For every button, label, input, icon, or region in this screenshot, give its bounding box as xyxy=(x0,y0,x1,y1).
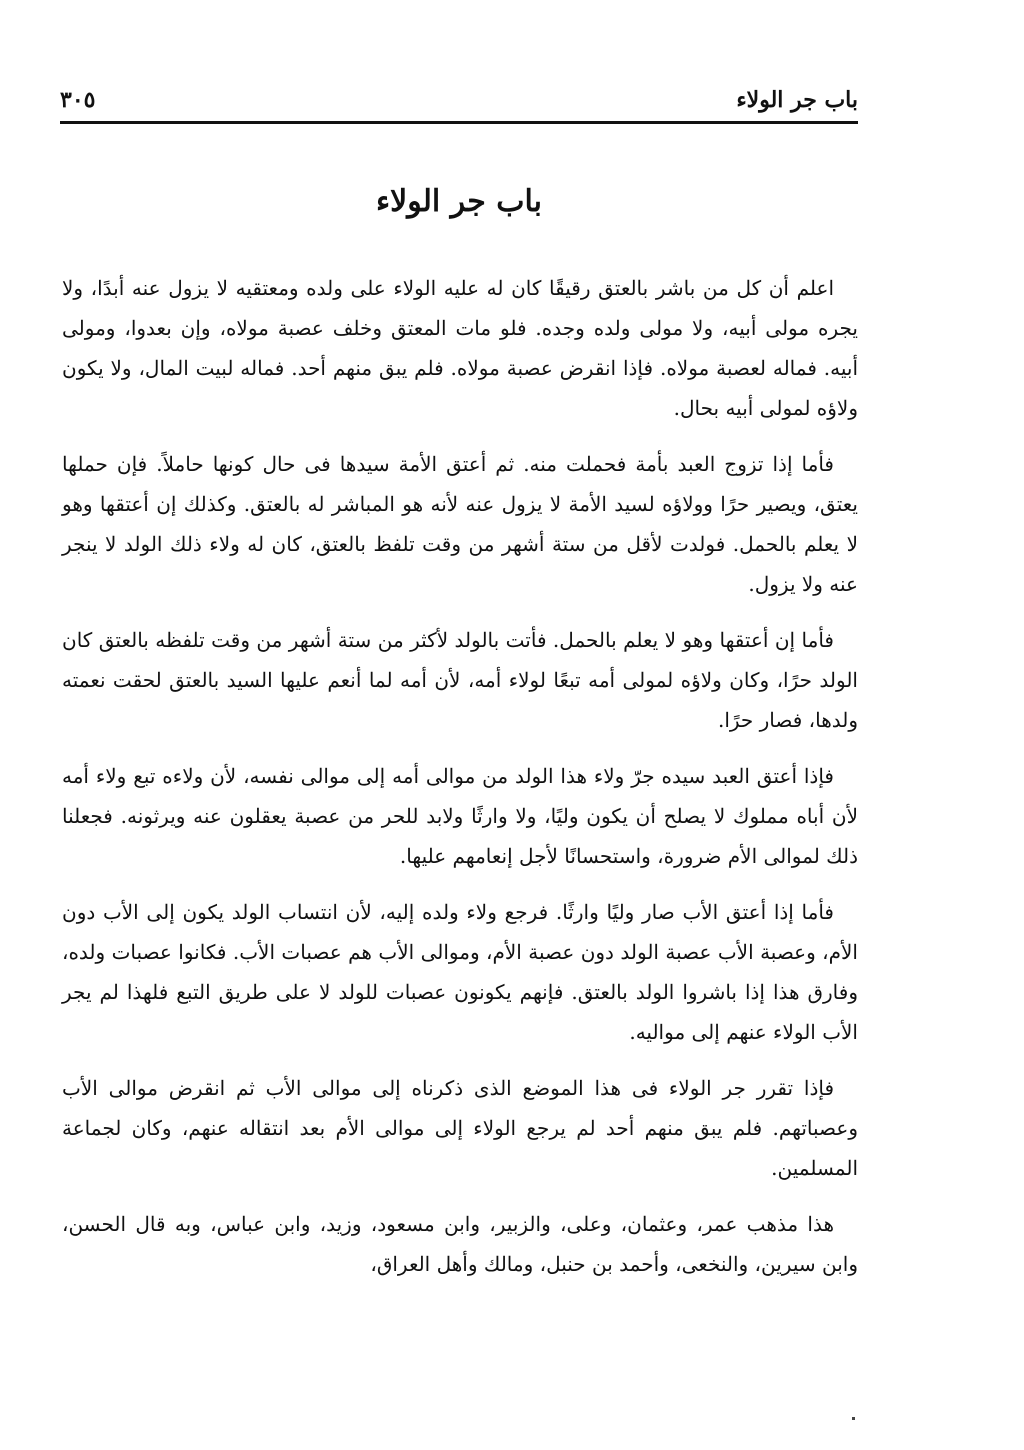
paragraph-5: فأما إذا أعتق الأب صار وليًا وارثًا. فرجع ولاء ولده إليه، لأن انتساب الولد يكون إلى الأب دون الأم، وعصبة الأب عصبة الولد دون عصبة الأم، وموالى الأب هم عصبات الأب. فكانوا عصبات ولده، وفارق هذا إذا باشروا الولد بالعتق. فإنهم يكونون عصبات للولد لا على طريق التبع فلهذا لم يجر الأب الولاء عنهم إلى مواليه. xyxy=(62,900,858,1044)
text-body xyxy=(62,268,858,1300)
paragraph-7: هذا مذهب عمر، وعثمان، وعلى، والزبير، وابن مسعود، وزيد، وابن عباس، وبه قال الحسن، وابن سيرين، والنخعى، وأحمد بن حنبل، ومالك وأهل العراق، xyxy=(62,1212,858,1276)
chapter-title: باب جر الولاء xyxy=(376,184,542,219)
page-number: ٣٠٥ xyxy=(60,87,96,113)
running-title: باب جر الولاء xyxy=(736,87,858,113)
running-header xyxy=(60,80,858,120)
paragraph-1: اعلم أن كل من باشر بالعتق رقيقًا كان له عليه الولاء على ولده ومعتقيه لا يزول عنه أبدًا، ولا يجره مولى أبيه، ولا مولى ولده وجده. فلو مات المعتق وخلف عصبة مولاه، وإن بعدوا، ومولى أبيه. فماله لعصبة مولاه. فإذا انقرض عصبة مولاه. فلم يبق منهم أحد. فماله لبيت المال، ولا يكون ولاؤه لمولى أبيه بحال. xyxy=(62,276,858,420)
print-speck xyxy=(852,1417,855,1420)
paragraph-2: فأما إذا تزوج العبد بأمة فحملت منه. ثم أعتق الأمة سيدها فى حال كونها حاملاً. فإن حملها يعتق، ويصير حرًا وولاؤه لسيد الأمة لا يزول عنه لأنه هو المباشر له بالعتق. وكذلك إن أعتقها وهو لا يعلم بالحمل. فولدت لأقل من ستة أشهر من وقت تلفظ بالعتق، كان له ولاء ذلك الولد لا ينجر عنه ولا يزول. xyxy=(62,452,858,596)
paragraph-3: فأما إن أعتقها وهو لا يعلم بالحمل. فأتت بالولد لأكثر من ستة أشهر من وقت تلفظه بالعتق كان الولد حرًا، وكان ولاؤه لمولى أمه تبعًا لولاء أمه، لأن أمه لما أنعم عليها السيد بالعتق لحقت نعمته ولدها، فصار حرًا. xyxy=(62,628,858,732)
paragraph-4: فإذا أعتق العبد سيده جرّ ولاء هذا الولد من موالى أمه إلى موالى نفسه، لأن ولاءه تبع ولاء أمه لأن أباه مملوك لا يصلح أن يكون وليًا، ولا وارثًا ولابد للحر من عصبة يعقلون عنه ويرثونه. فجعلنا ذلك لموالى الأم ضرورة، واستحسانًا لأجل إنعامهم عليها. xyxy=(62,764,858,868)
header-rule xyxy=(60,121,858,124)
paragraph-6: فإذا تقرر جر الولاء فى هذا الموضع الذى ذكرناه إلى موالى الأب ثم انقرض موالى الأب وعصباتهم. فلم يبق منهم أحد لم يرجع الولاء إلى موالى الأم بعد انتقاله عنهم، وكان لجماعة المسلمين. xyxy=(62,1076,858,1180)
